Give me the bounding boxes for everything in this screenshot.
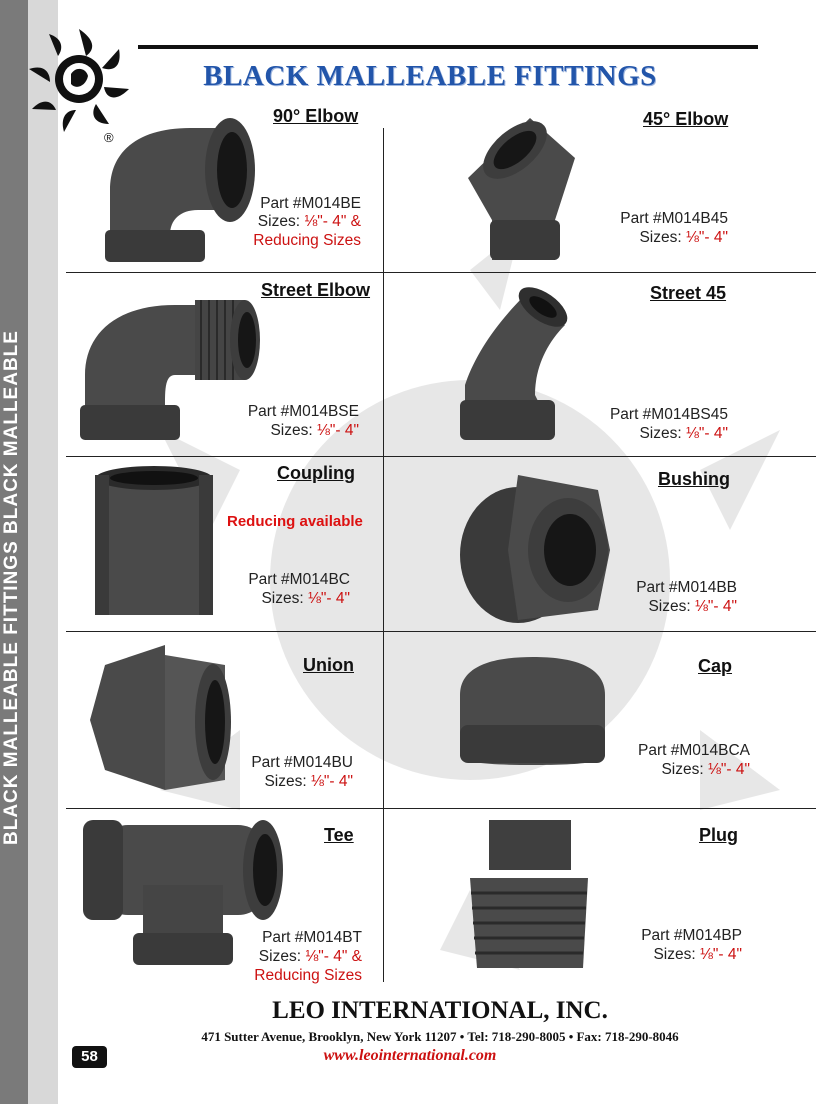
grid-divider-vertical [383, 128, 384, 982]
part-number: Part #M014BU [251, 754, 353, 771]
sizes-value: ⅛"- 4" & [305, 948, 362, 965]
product-name: Street Elbow [261, 280, 371, 300]
sizes-label: Sizes: [648, 598, 691, 615]
sizes-label: Sizes: [257, 213, 301, 230]
union-fitting-icon [85, 640, 235, 798]
sizes-label: Sizes: [261, 590, 304, 607]
sizes-value: ⅛"- 4" [694, 598, 737, 615]
sizes-label: Sizes: [639, 229, 682, 246]
grid-divider-row2 [66, 456, 816, 457]
reducing-note: Reducing available [227, 513, 363, 530]
sizes-label: Sizes: [258, 948, 302, 965]
coupling-fitting-icon [90, 463, 218, 621]
sizes-line [200, 590, 350, 608]
sizes-value: ⅛"- 4" [699, 946, 742, 963]
website-link[interactable]: www.leointernational.com [323, 1047, 497, 1064]
plug-fitting-icon [465, 818, 593, 973]
part-number: Part #M014BT [262, 929, 362, 946]
bushing-fitting-icon [458, 470, 613, 628]
sizes-value: ⅛"- 4" [316, 422, 359, 439]
sizes-value: ⅛"- 4" & [304, 213, 361, 230]
sizes-label: Sizes: [264, 773, 307, 790]
company-name: LEO INTERNATIONAL, INC. [272, 997, 608, 1024]
sizes-line [610, 946, 742, 964]
sizes-line [228, 422, 359, 440]
sizes-label: Sizes: [661, 761, 704, 778]
sizes-extra: Reducing Sizes [254, 967, 362, 984]
product-name: 90° Elbow [273, 106, 359, 126]
part-number: Part #M014BC [248, 571, 350, 588]
page-number: 58 [72, 1046, 107, 1068]
sizes-label: Sizes: [270, 422, 313, 439]
sidebar-label-text: BLACK MALLEABLE FITTINGS BLACK MALLEABLE [1, 330, 22, 845]
product-name: Tee [324, 825, 354, 845]
cap-fitting-icon [455, 655, 610, 767]
product-name: Bushing [658, 469, 730, 489]
sizes-value: ⅛"- 4" [685, 425, 728, 442]
sizes-value: ⅛"- 4" [685, 229, 728, 246]
page-title: BLACK MALLEABLE FITTINGS [203, 60, 657, 92]
street-45-fitting-icon [455, 285, 575, 445]
part-number: Part #M014BP [641, 927, 742, 944]
product-name: 45° Elbow [643, 109, 729, 129]
sizes-line [240, 213, 361, 231]
sizes-extra: Reducing Sizes [253, 232, 361, 249]
sizes-label: Sizes: [639, 425, 682, 442]
sizes-label: Sizes: [653, 946, 696, 963]
product-name: Plug [699, 825, 738, 845]
sizes-value: ⅛"- 4" [707, 761, 750, 778]
grid-divider-row1 [66, 272, 816, 273]
grid-divider-row4 [66, 808, 816, 809]
sizes-line [220, 773, 353, 791]
90-elbow-fitting-icon [100, 110, 260, 265]
sizes-line [600, 229, 728, 247]
header-rule [138, 45, 758, 49]
part-number: Part #M014BS45 [609, 406, 728, 423]
part-number: Part #M014BE [260, 195, 361, 212]
sizes-line [620, 761, 750, 779]
product-name: Coupling [277, 463, 355, 483]
part-number: Part #M014BB [636, 579, 737, 596]
sizes-value: ⅛"- 4" [310, 773, 353, 790]
sizes-value: ⅛"- 4" [307, 590, 350, 607]
45-elbow-fitting-icon [460, 110, 580, 268]
product-name: Cap [698, 656, 733, 676]
sizes-line [590, 425, 728, 443]
company-address: 471 Sutter Avenue, Brooklyn, New York 11207 • Tel: 718-290-8005 • Fax: 718-290-8046 [201, 1029, 679, 1044]
part-number: Part #M014BSE [247, 403, 359, 420]
grid-divider-row3 [66, 631, 816, 632]
sizes-line [228, 948, 362, 966]
part-number: Part #M014B45 [620, 210, 728, 227]
registered-mark: ® [104, 130, 114, 144]
product-name: Union [303, 655, 354, 675]
product-name: Street 45 [650, 283, 727, 303]
part-number: Part #M014BCA [638, 742, 750, 759]
sizes-line [600, 598, 737, 616]
